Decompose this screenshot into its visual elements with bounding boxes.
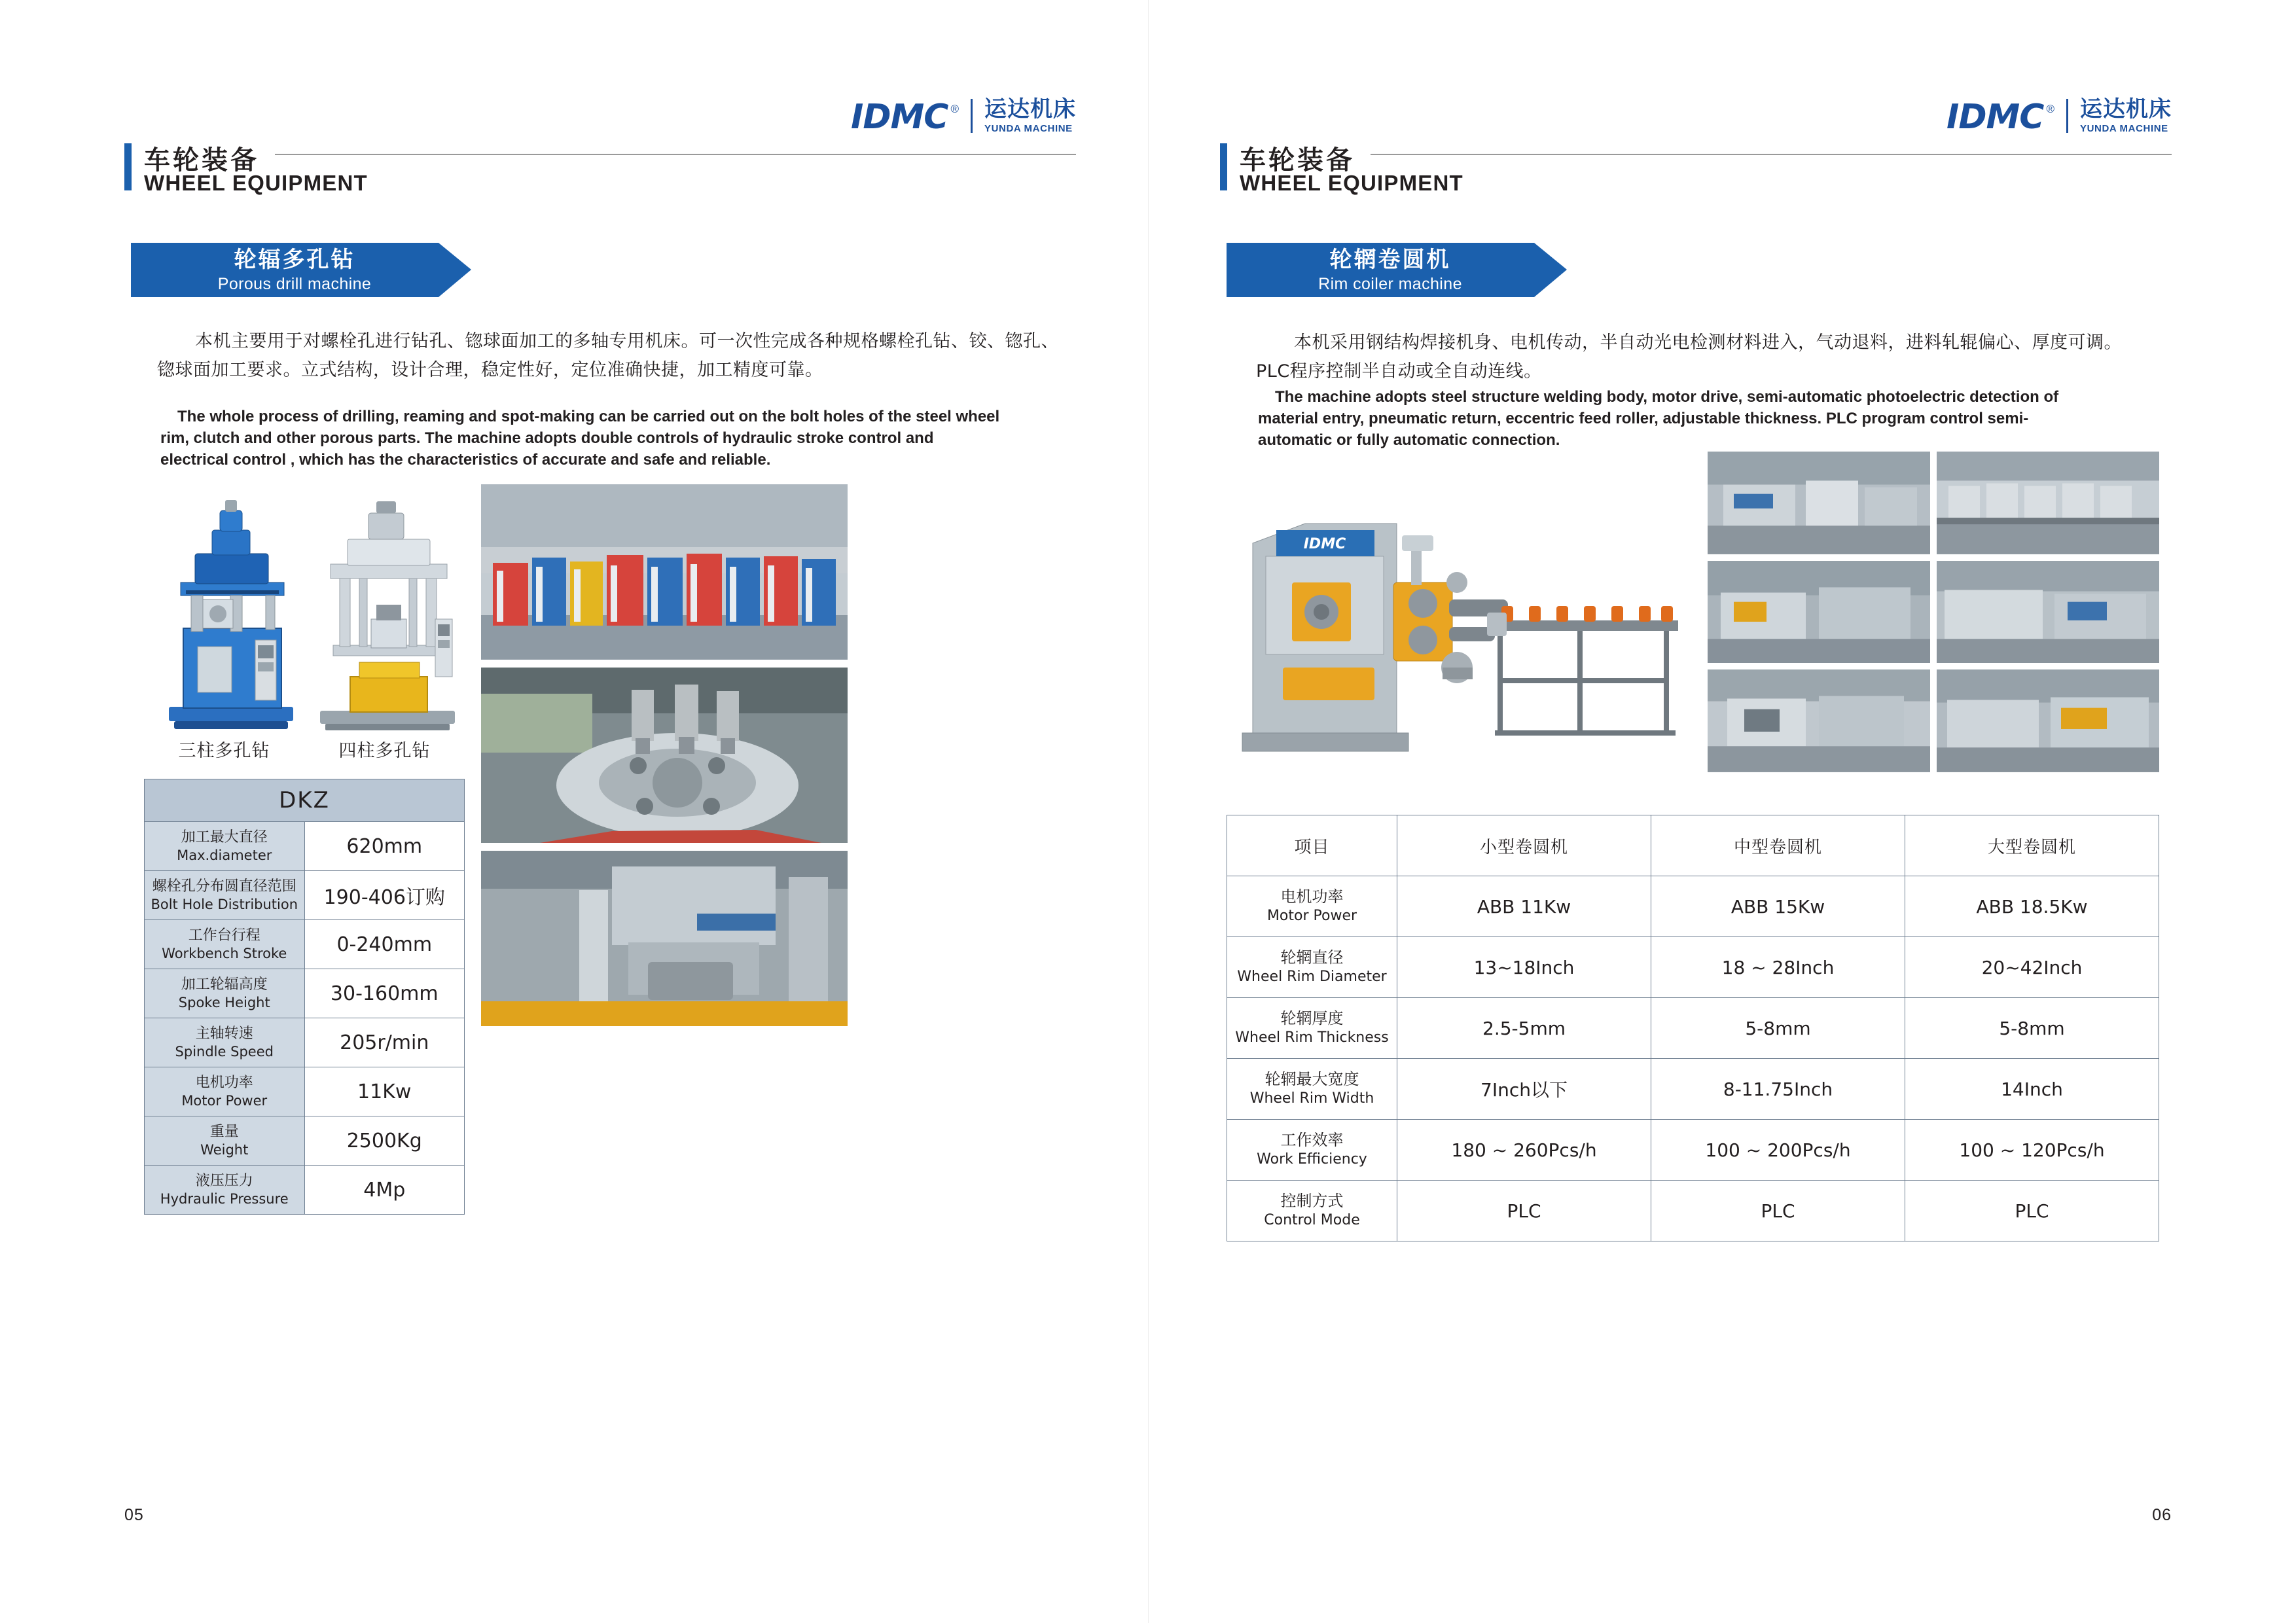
svg-text:IDMC: IDMC <box>1303 536 1346 552</box>
row-label-cn: 液压压力 <box>195 1173 253 1190</box>
table-row-header <box>1227 815 2159 876</box>
row-label-en: Spindle Speed <box>175 1043 274 1060</box>
row-label-cn: 工作台行程 <box>188 927 260 944</box>
machine-caption-row <box>144 736 465 762</box>
photo-collage-left <box>481 484 848 1026</box>
table-row <box>145 969 465 1018</box>
logo-chinese-block <box>984 98 1076 134</box>
row-value: 8-11.75Inch <box>1651 1059 1905 1120</box>
row-value: PLC <box>1905 1181 2159 1241</box>
photo-workshop-4 <box>1937 561 2159 664</box>
row-value: 2.5-5mm <box>1397 998 1651 1059</box>
row-value: 5-8mm <box>1905 998 2159 1059</box>
row-value: 100 ~ 120Pcs/h <box>1905 1120 2159 1181</box>
photo-drill-heads-closeup <box>481 668 848 843</box>
section-banner-left <box>131 239 511 301</box>
row-label-cn: 加工轮辐高度 <box>181 976 268 993</box>
row-label-cn: 轮辋最大宽度 <box>1265 1070 1359 1089</box>
row-label-cn: 控制方式 <box>1280 1192 1344 1211</box>
table-row-header <box>145 779 465 822</box>
title-rule <box>275 154 1076 155</box>
row-label-en: Motor Power <box>181 1092 268 1109</box>
photo-factory-line <box>481 484 848 660</box>
title-accent-bar <box>1220 143 1227 190</box>
logo-en-name: YUNDA MACHINE <box>2080 122 2168 134</box>
brand-logo <box>851 96 1076 137</box>
row-label-en: Wheel Rim Diameter <box>1237 969 1387 986</box>
photo-workshop-3 <box>1708 561 1930 664</box>
row-value: 2500Kg <box>304 1116 465 1166</box>
row-value: 14Inch <box>1905 1059 2159 1120</box>
table-title: DKZ <box>145 779 465 822</box>
three-post-drill-drawing <box>157 491 308 733</box>
row-label-cn: 螺栓孔分布圆直径范围 <box>152 878 296 895</box>
row-value: 30-160mm <box>304 969 465 1018</box>
table-row <box>1227 937 2159 998</box>
machine-illustration-3-post <box>157 491 308 733</box>
row-value: 0-240mm <box>304 920 465 969</box>
row-label-cn: 轮辋直径 <box>1280 948 1344 967</box>
row-value: 13~18Inch <box>1397 937 1651 998</box>
row-value: 190-406订购 <box>304 871 465 920</box>
row-value: 4Mp <box>304 1166 465 1215</box>
page-number-right: 06 <box>2152 1506 2172 1524</box>
row-value: ABB 11Kw <box>1397 876 1651 937</box>
page-title-block <box>124 134 1076 206</box>
photo-workshop-1 <box>1708 452 1930 554</box>
section-banner-en: Porous drill machine <box>217 275 372 294</box>
col-header-2: 中型卷圆机 <box>1651 815 1905 876</box>
machine-caption-1: 三柱多孔钻 <box>178 741 270 761</box>
row-value: 5-8mm <box>1651 998 1905 1059</box>
col-header-0: 项目 <box>1227 815 1397 876</box>
page-fold-line <box>1148 0 1149 1623</box>
page-number-left: 05 <box>124 1506 144 1524</box>
row-label-en: Max.diameter <box>177 847 272 863</box>
logo-chinese-block <box>2080 98 2172 134</box>
section-banner-cn: 轮辋卷圆机 <box>1329 247 1451 273</box>
row-label-en: Spoke Height <box>178 994 270 1010</box>
table-row <box>1227 1181 2159 1241</box>
row-label-cn: 主轴转速 <box>195 1026 253 1043</box>
section-banner-en: Rim coiler machine <box>1318 275 1462 294</box>
row-label-en: Bolt Hole Distribution <box>151 896 298 912</box>
logo-cn-name: 运达机床 <box>2080 96 2172 122</box>
table-row <box>145 871 465 920</box>
description-en: The whole process of drilling, reaming and spot-making can be carried out on the bolt holes of the steel wheel rim, clutch and other porous parts. The machine adopts double controls of hydraulic stroke control and electrical control , which has the characteristics of accurate and safe and reliable. <box>160 408 1000 469</box>
row-label-en: Weight <box>200 1141 249 1158</box>
table-row <box>145 1018 465 1067</box>
row-value: 180 ~ 260Pcs/h <box>1397 1120 1651 1181</box>
section-banner-cn: 轮辐多孔钻 <box>234 247 355 273</box>
row-value: 620mm <box>304 822 465 871</box>
row-label-en: Workbench Stroke <box>162 945 287 961</box>
row-label-en: Control Mode <box>1264 1212 1360 1229</box>
table-row <box>1227 876 2159 937</box>
row-label-en: Wheel Rim Width <box>1249 1090 1374 1107</box>
photo-machine-detail <box>481 851 848 1026</box>
logo-word-text: IDMC <box>1946 97 2044 137</box>
machine-illustrations <box>144 484 465 733</box>
row-value: ABB 18.5Kw <box>1905 876 2159 937</box>
table-row <box>145 1166 465 1215</box>
row-value: PLC <box>1397 1181 1651 1241</box>
photo-workshop-2 <box>1937 452 2159 554</box>
row-label-en: Wheel Rim Thickness <box>1235 1029 1389 1046</box>
table-row <box>1227 1059 2159 1120</box>
table-row <box>145 1067 465 1116</box>
logo-en-name: YUNDA MACHINE <box>984 122 1073 134</box>
logo-divider <box>2066 99 2068 133</box>
row-value: 20~42Inch <box>1905 937 2159 998</box>
page-title-block-right <box>1220 134 2172 206</box>
table-row <box>145 822 465 871</box>
row-label-en: Work Efficiency <box>1257 1151 1367 1168</box>
machine-illustration-4-post <box>311 491 465 733</box>
row-label-en: Motor Power <box>1266 908 1357 925</box>
row-label-cn: 加工最大直径 <box>181 829 268 846</box>
description-en: The machine adopts steel structure welding body, motor drive, semi-automatic photoelectric detection of material entry, pneumatic return, eccentric feed roller, adjustable thickness. PLC program control semi-automatic or fully automatic connection. <box>1258 388 2059 450</box>
row-label-cn: 电机功率 <box>1280 887 1344 906</box>
page-title-cn: 车轮装备 <box>144 145 259 175</box>
row-value: 100 ~ 200Pcs/h <box>1651 1120 1905 1181</box>
table-row <box>145 920 465 969</box>
table-row <box>1227 1120 2159 1181</box>
title-accent-bar <box>124 143 132 190</box>
photo-workshop-5 <box>1708 669 1930 772</box>
row-value: 11Kw <box>304 1067 465 1116</box>
row-value: PLC <box>1651 1181 1905 1241</box>
row-label-cn: 工作效率 <box>1280 1131 1344 1150</box>
logo-wordmark <box>851 97 959 137</box>
section-banner-right <box>1227 239 1606 301</box>
spec-table-right <box>1227 815 2159 1241</box>
page-title-en: WHEEL EQUIPMENT <box>144 171 368 195</box>
photo-grid-right <box>1708 452 2159 772</box>
col-header-3: 大型卷圆机 <box>1905 815 2159 876</box>
page-title-cn: 车轮装备 <box>1240 145 1355 175</box>
row-value: ABB 15Kw <box>1651 876 1905 937</box>
logo-divider <box>971 99 973 133</box>
row-value: 205r/min <box>304 1018 465 1067</box>
machine-caption-2: 四柱多孔钻 <box>338 741 431 761</box>
brand-logo-right <box>1946 96 2172 137</box>
page-06 <box>1148 0 2296 1623</box>
registered-mark-icon: ® <box>2046 102 2054 115</box>
row-label-cn: 轮辋厚度 <box>1280 1009 1344 1028</box>
spec-table-left <box>144 779 465 1215</box>
col-header-1: 小型卷圆机 <box>1397 815 1651 876</box>
row-label-cn: 重量 <box>209 1124 239 1141</box>
table-row <box>145 1116 465 1166</box>
four-post-drill-drawing <box>311 491 465 733</box>
photo-workshop-6 <box>1937 669 2159 772</box>
rim-coiler-drawing <box>1227 452 1698 785</box>
row-value: 18 ~ 28Inch <box>1651 937 1905 998</box>
description-cn: 本机主要用于对螺栓孔进行钻孔、锪球面加工的多轴专用机床。可一次性完成各种规格螺栓孔钻、铰、锪孔、锪球面加工要求。立式结构，设计合理，稳定性好，定位准确快捷，加工精度可靠。 <box>157 331 1059 380</box>
photo-rim-coiler-machine <box>1227 452 1698 785</box>
row-label-en: Hydraulic Pressure <box>160 1190 289 1207</box>
row-value: 7Inch以下 <box>1397 1059 1651 1120</box>
logo-cn-name: 运达机床 <box>984 96 1076 122</box>
table-row <box>1227 998 2159 1059</box>
registered-mark-icon: ® <box>950 102 959 115</box>
title-rule <box>1371 154 2172 155</box>
row-label-cn: 电机功率 <box>195 1075 253 1092</box>
logo-wordmark <box>1946 97 2054 137</box>
page-title-en: WHEEL EQUIPMENT <box>1240 171 1463 195</box>
description-cn: 本机采用钢结构焊接机身、电机传动，半自动光电检测材料进入，气动退料，进料轧辊偏心、厚度可调。PLC程序控制半自动或全自动连线。 <box>1256 332 2122 382</box>
logo-word-text: IDMC <box>851 97 948 137</box>
